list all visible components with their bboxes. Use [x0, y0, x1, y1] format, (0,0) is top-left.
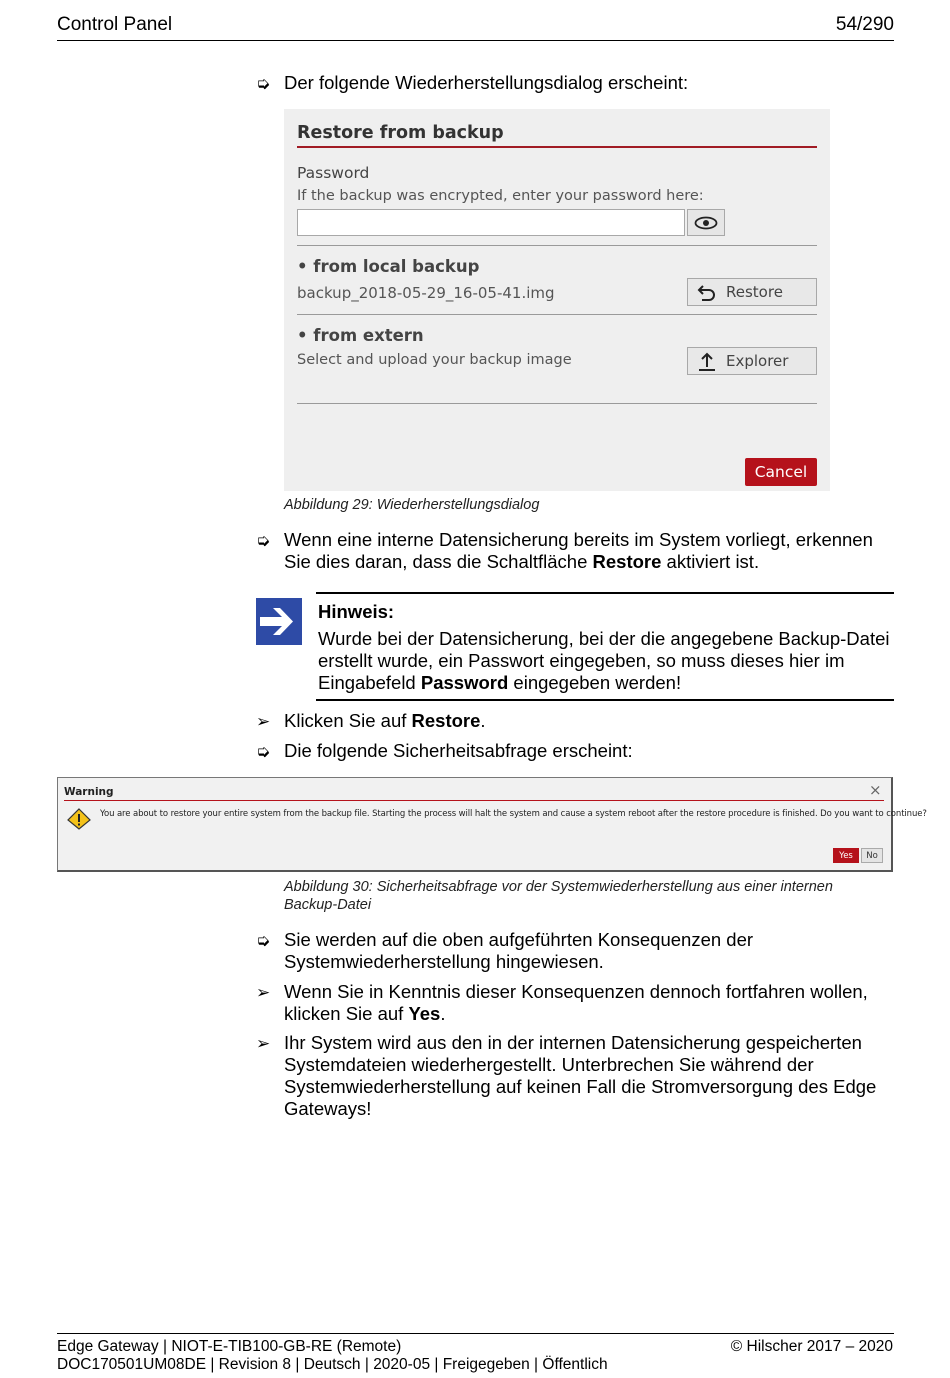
warning-dialog-screenshot	[57, 777, 927, 872]
figure-caption: Abbildung 29: Wiederherstellungsdialog	[284, 497, 540, 513]
action-arrow-icon: ➢	[256, 1034, 271, 1053]
result-text: Der folgende Wiederherstellungsdialog erscheint:	[284, 72, 689, 93]
upload-icon	[697, 351, 717, 371]
result-arrow-icon: ➭	[256, 742, 271, 761]
restore-button-label: Restore	[726, 283, 783, 301]
hint-text: Wurde bei der Datensicherung, bei der die angegebene Backup-Datei erstellt wurde, ein Passwort eingegeben, so muss dieses hier im Eingabefeld Password eingegeben werden!	[318, 628, 890, 693]
action-text: Wenn Sie in Kenntnis dieser Konsequenzen dennoch fortfahren wollen, klicken Sie auf Yes.	[284, 981, 868, 1024]
local-backup-filename: backup_2018-05-29_16-05-41.img	[297, 284, 555, 302]
section-divider	[297, 314, 817, 315]
footer-rule	[57, 1333, 894, 1334]
password-label: Password	[297, 164, 370, 182]
action-text: Klicken Sie auf Restore.	[284, 710, 486, 731]
footer-doc-info: DOC170501UM08DE | Revision 8 | Deutsch | 2020-05 | Freigegeben | Öffentlich	[57, 1356, 608, 1373]
result-text: Die folgende Sicherheitsabfrage erscheint:	[284, 740, 633, 761]
cancel-button[interactable]: Cancel	[745, 458, 817, 486]
close-icon[interactable]: ×	[869, 781, 882, 799]
show-password-button[interactable]	[687, 209, 725, 236]
header-rule	[57, 40, 894, 41]
figure-caption: Abbildung 30: Sicherheitsabfrage vor der Systemwiederherstellung aus einer internen Backup-Datei	[284, 879, 833, 913]
yes-button[interactable]: Yes	[833, 848, 859, 863]
section-divider	[297, 245, 817, 246]
section-divider	[297, 403, 817, 404]
result-arrow-icon: ➭	[256, 74, 271, 93]
note-arrow-icon	[256, 598, 302, 645]
action-arrow-icon: ➢	[256, 712, 271, 731]
result-text: Wenn eine interne Datensicherung bereits im System vorliegt, erkennen Sie dies daran, dass die Schaltfläche Restore aktiviert ist.	[284, 529, 873, 572]
undo-arrow-icon	[697, 283, 717, 301]
extern-heading: • from extern	[297, 326, 424, 345]
no-button[interactable]: No	[861, 848, 883, 863]
running-header-title: Control Panel	[57, 14, 173, 35]
result-text: Sie werden auf die oben aufgeführten Konsequenzen der Systemwiederherstellung hingewiesen.	[284, 929, 754, 972]
result-arrow-icon: ➭	[256, 531, 271, 550]
footer-copyright: © Hilscher 2017 – 2020	[730, 1338, 893, 1355]
page-number: 54/290	[835, 14, 894, 35]
warning-message: You are about to restore your entire system from the backup file. Starting the process will halt the system and cause a system reboot after the restore procedure is finished. Do you want to continue?	[100, 809, 927, 819]
password-hint: If the backup was encrypted, enter your password here:	[297, 188, 704, 204]
title-divider	[297, 146, 817, 148]
restore-button[interactable]	[687, 278, 817, 306]
warning-icon	[67, 808, 91, 830]
result-arrow-icon: ➭	[256, 931, 271, 950]
eye-icon	[694, 216, 718, 230]
password-input[interactable]	[297, 209, 685, 236]
local-backup-heading: • from local backup	[297, 257, 480, 276]
explorer-button[interactable]	[687, 347, 817, 375]
footer-product: Edge Gateway | NIOT-E-TIB100-GB-RE (Remote)	[57, 1338, 402, 1355]
dialog-title: Restore from backup	[297, 123, 504, 143]
hint-bottom-rule	[316, 699, 894, 701]
restore-dialog-screenshot	[284, 109, 830, 491]
warning-divider	[64, 800, 884, 801]
warning-title: Warning	[64, 786, 114, 798]
hint-title: Hinweis:	[318, 601, 395, 622]
extern-hint: Select and upload your backup image	[297, 352, 572, 368]
action-arrow-icon: ➢	[256, 983, 271, 1002]
explorer-button-label: Explorer	[726, 352, 789, 370]
hint-top-rule	[316, 592, 894, 594]
action-text: Ihr System wird aus den in der internen Datensicherung gespeicherten Systemdateien wiederhergestellt. Unterbrechen Sie während der Systemwiederherstellung auf keinen Fall die Stromversorgung des Edge Gateways!	[284, 1032, 877, 1119]
